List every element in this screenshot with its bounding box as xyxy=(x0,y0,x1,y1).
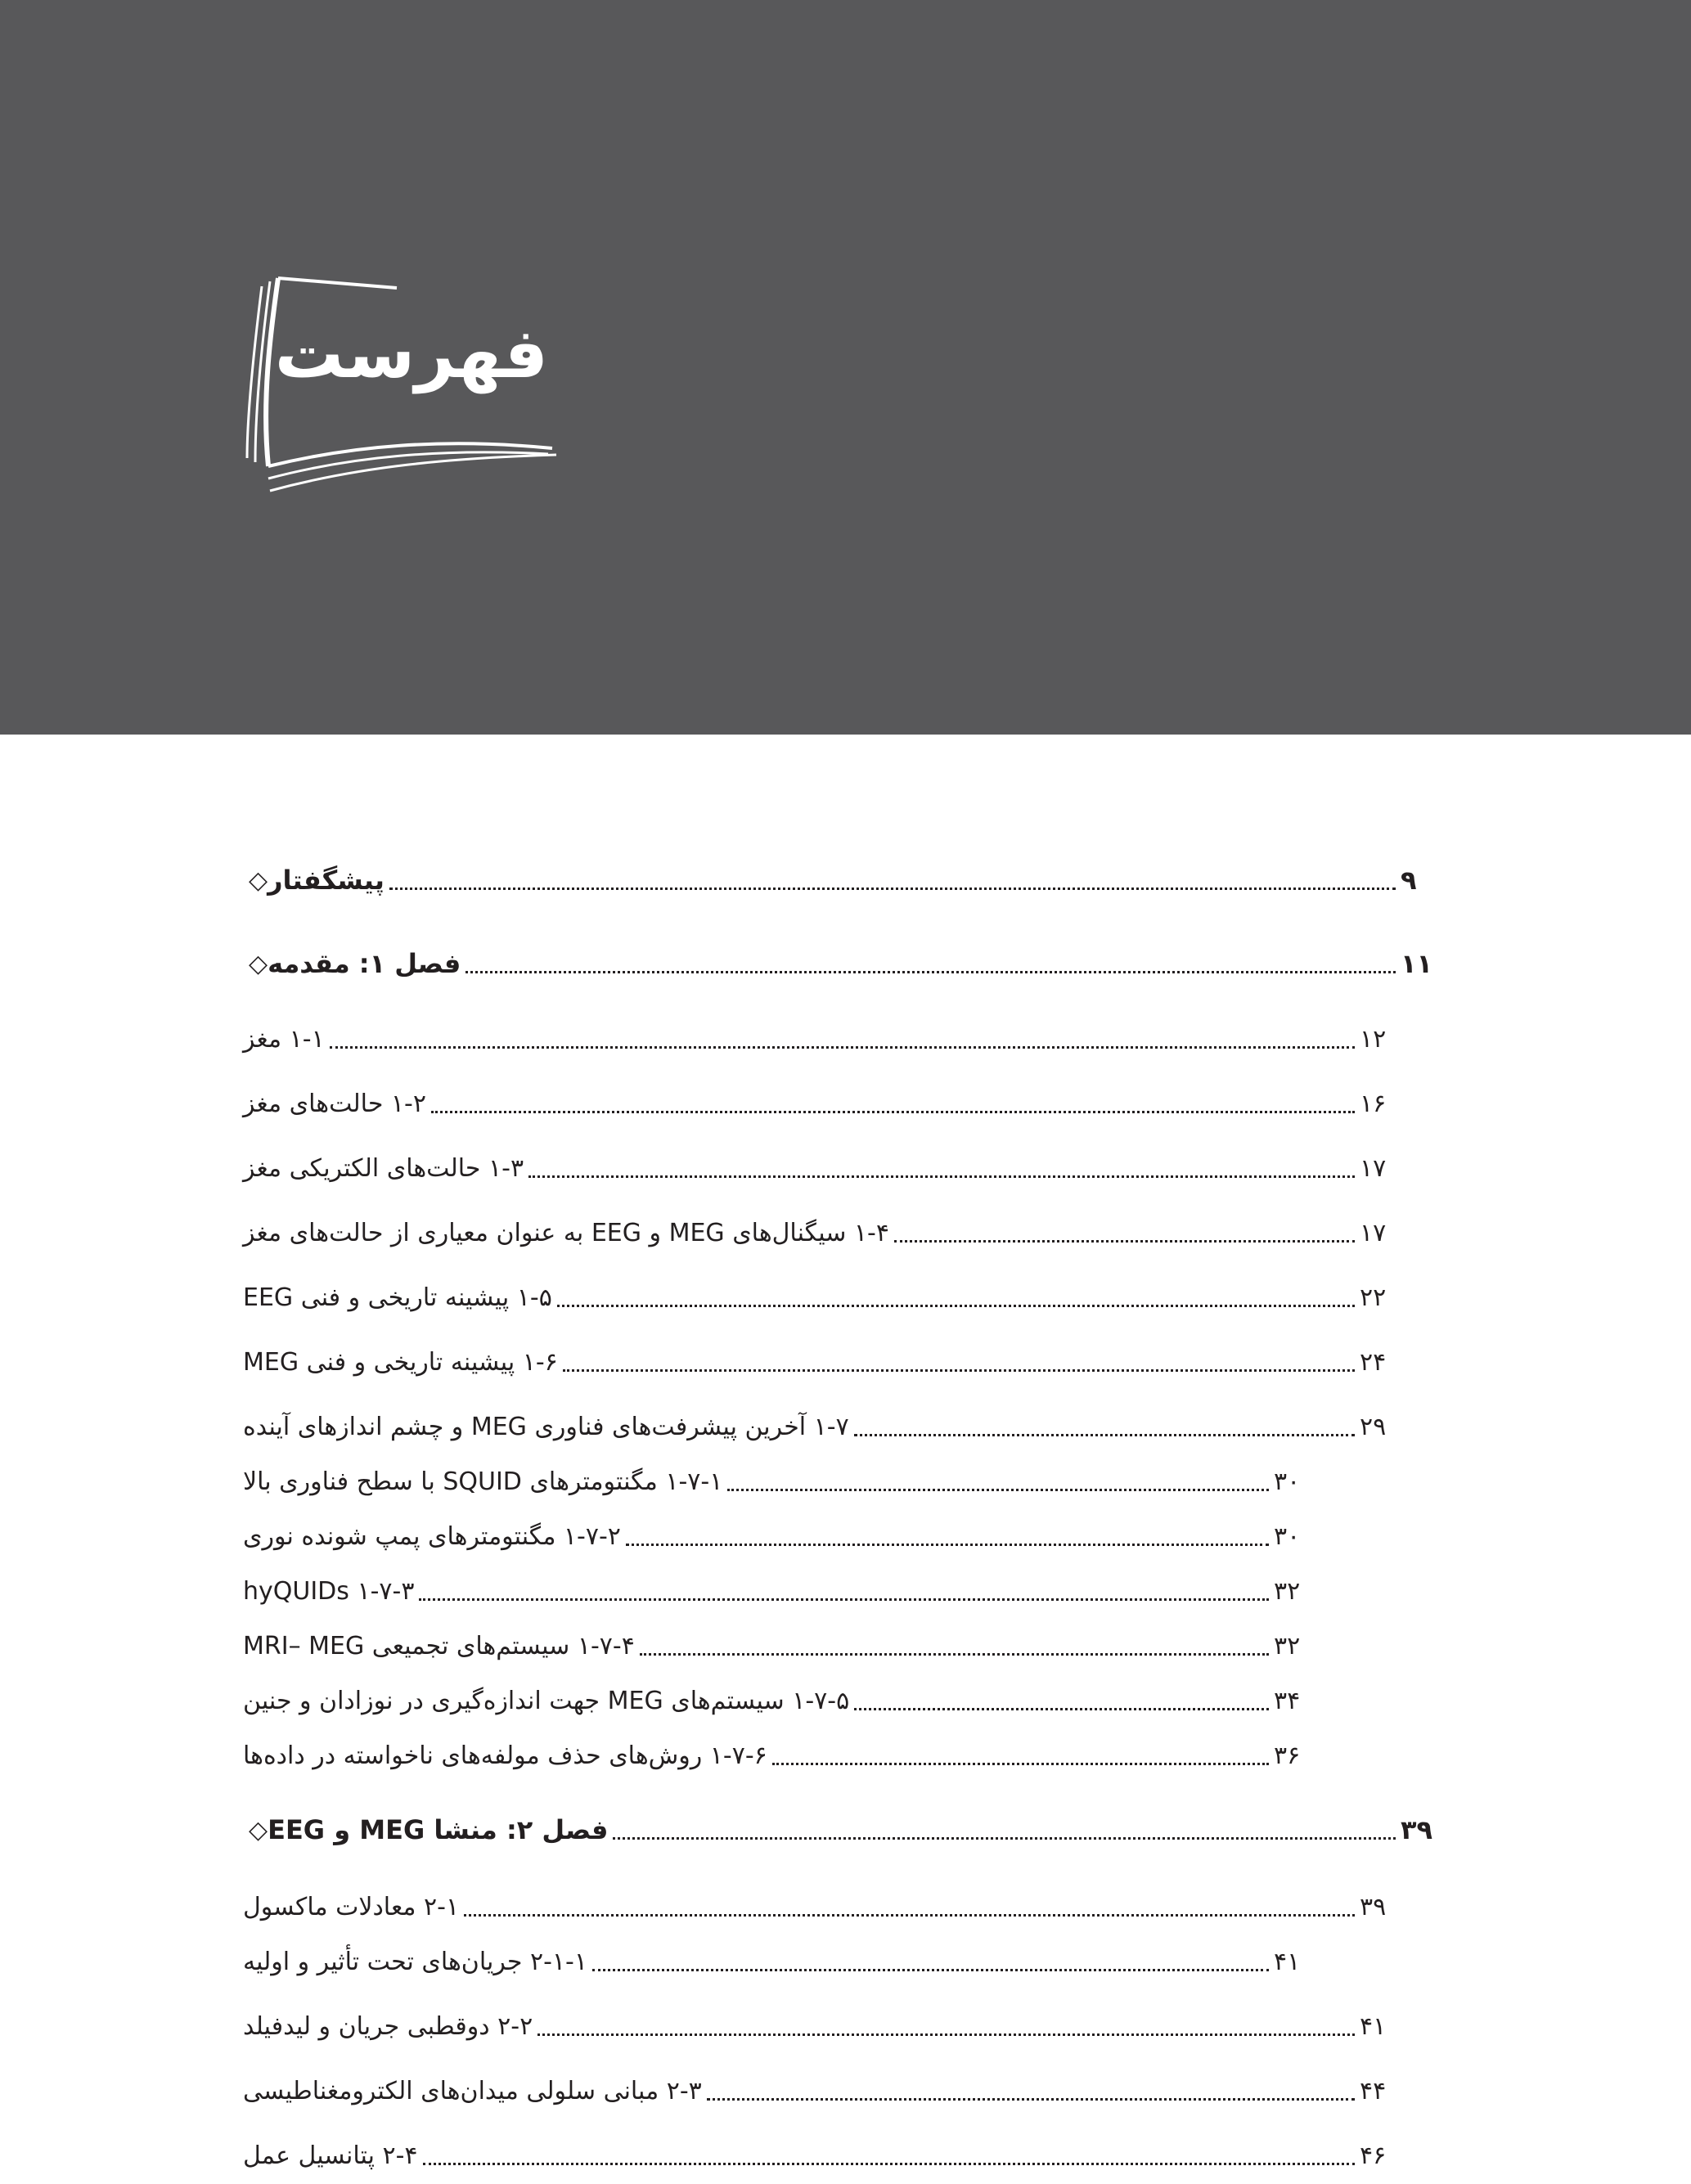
toc-page-number: ۴۴ xyxy=(1360,2077,1387,2105)
toc-page-number: ۱۱ xyxy=(1401,948,1433,979)
toc-entry-title: ۱-۷-۶ روش‌های حذف مولفه‌های ناخواسته در داده‌ها xyxy=(243,1741,767,1770)
toc-page-number: ۴۶ xyxy=(1360,2141,1387,2170)
toc-entry[interactable] xyxy=(239,934,1450,983)
toc-entry[interactable] xyxy=(243,2126,1409,2175)
toc-entry[interactable] xyxy=(243,1074,1409,1123)
toc-entry[interactable] xyxy=(243,1507,1323,1556)
toc-entry[interactable] xyxy=(239,1800,1450,1849)
toc-page-number: ۳۰ xyxy=(1274,1467,1301,1496)
dot-leader xyxy=(563,1369,1355,1372)
dot-leader xyxy=(854,1434,1355,1436)
toc-entry[interactable] xyxy=(243,1562,1323,1611)
toc-entry-title: ۱-۷-۳ hyQUIDs xyxy=(243,1577,415,1606)
toc-entry-title: ۱-۷ آخرین پیشرفت‌های فناوری MEG و چشم اندازهای آینده xyxy=(243,1413,849,1441)
toc-entry[interactable] xyxy=(243,1009,1409,1058)
toc-entry[interactable] xyxy=(243,1452,1323,1501)
dot-leader xyxy=(854,1708,1269,1710)
toc-entry[interactable] xyxy=(243,1671,1323,1720)
toc-page-number: ۳۰ xyxy=(1274,1522,1301,1551)
toc-entry-title: ۱-۳ حالت‌های الکتریکی مغز xyxy=(243,1154,524,1183)
toc-entry[interactable] xyxy=(243,1203,1409,1252)
toc-entry-title: ۲-۱-۱ جریان‌های تحت تأثیر و اولیه xyxy=(243,1948,587,1976)
toc-page-number: ۴۱ xyxy=(1274,1948,1301,1976)
page-title: فهرست xyxy=(274,313,548,393)
toc-entry-title: ۲-۳ مبانی سلولی میدان‌های الکترومغناطیسی xyxy=(243,2077,702,2105)
toc-entry-title: ۱-۷-۱ مگنتومترهای SQUID با سطح فناوری بالا xyxy=(243,1467,723,1496)
toc-page-number: ۳۹ xyxy=(1360,1893,1387,1921)
toc-page-number: ۱۷ xyxy=(1360,1154,1387,1183)
toc-page-number: ۳۶ xyxy=(1274,1741,1301,1770)
dot-leader xyxy=(894,1240,1355,1243)
dot-leader xyxy=(465,971,1396,973)
toc-entry[interactable] xyxy=(243,1726,1323,1775)
toc-entry-title: پیشگفتار xyxy=(268,865,385,896)
toc-entry-title: ۱-۴ سیگنال‌های MEG و EEG به عنوان معیاری از حالت‌های مغز xyxy=(243,1219,889,1247)
dot-leader xyxy=(640,1653,1269,1656)
toc-page-number: ۱۷ xyxy=(1360,1219,1387,1247)
dot-leader xyxy=(557,1305,1355,1307)
diamond-icon: ◇ xyxy=(249,1816,268,1845)
toc-page-number: ۲۲ xyxy=(1360,1283,1387,1312)
dot-leader xyxy=(772,1763,1269,1765)
toc-entry[interactable] xyxy=(243,2061,1409,2110)
toc-entry[interactable] xyxy=(243,1616,1323,1665)
dot-leader xyxy=(626,1544,1269,1546)
toc-page-number: ۳۴ xyxy=(1274,1687,1301,1715)
toc-entry-title: ۱-۲ حالت‌های مغز xyxy=(243,1090,426,1118)
toc-page-number: ۳۹ xyxy=(1401,1814,1433,1845)
dot-leader xyxy=(464,1914,1355,1917)
toc-entry-title: ۱-۵ پیشینه تاریخی و فنی EEG xyxy=(243,1283,552,1312)
toc-page-number: ۳۲ xyxy=(1274,1577,1301,1606)
toc-entry[interactable] xyxy=(243,1932,1323,1981)
toc-page-number: ۱۶ xyxy=(1360,1090,1387,1118)
toc-page-number: ۲۹ xyxy=(1360,1413,1387,1441)
dot-leader xyxy=(707,2098,1355,2101)
toc-entry[interactable] xyxy=(243,1332,1409,1382)
dot-leader xyxy=(423,2163,1355,2165)
dot-leader xyxy=(330,1046,1355,1049)
toc-entry-title: ۱-۱ مغز xyxy=(243,1025,325,1054)
toc-entry[interactable] xyxy=(243,1877,1409,1926)
toc-page-number: ۴۱ xyxy=(1360,2012,1387,2041)
dot-leader xyxy=(537,2033,1355,2036)
toc-entry[interactable] xyxy=(243,1397,1409,1446)
toc-entry[interactable] xyxy=(243,1997,1409,2046)
toc-entry-title: ۲-۱ معادلات ماکسول xyxy=(243,1893,460,1921)
toc-page-number: ۱۲ xyxy=(1360,1025,1387,1054)
dot-leader xyxy=(592,1969,1269,1971)
toc-entry-title: ۱-۷-۴ سیستم‌های تجمیعی MRI– MEG xyxy=(243,1632,635,1660)
toc-page-number: ۲۴ xyxy=(1360,1348,1387,1377)
toc-entry-title: ۱-۷-۲ مگنتومترهای پمپ شونده نوری xyxy=(243,1522,621,1551)
diamond-icon: ◇ xyxy=(249,866,268,895)
toc-entry-title: ۲-۴ پتانسیل عمل xyxy=(243,2141,418,2170)
toc-entry-title: ۲-۲ دوقطبی جریان و لیدفیلد xyxy=(243,2012,533,2041)
toc-entry-title: فصل ۲: منشا MEG و EEG xyxy=(268,1814,609,1845)
dot-leader xyxy=(431,1111,1355,1113)
toc-entry[interactable] xyxy=(243,1139,1409,1188)
dot-leader xyxy=(613,1837,1396,1840)
dot-leader xyxy=(419,1598,1269,1601)
dot-leader xyxy=(727,1489,1269,1491)
toc-entry[interactable] xyxy=(243,1268,1409,1317)
toc-entry-title: فصل ۱: مقدمه xyxy=(268,948,461,979)
toc-entry-title: ۱-۶ پیشینه تاریخی و فنی MEG xyxy=(243,1348,558,1377)
toc-entry[interactable] xyxy=(239,851,1450,900)
dot-leader xyxy=(528,1175,1355,1178)
diamond-icon: ◇ xyxy=(249,950,268,978)
toc-page-number: ۳۲ xyxy=(1274,1632,1301,1660)
toc-entry-title: ۱-۷-۵ سیستم‌های MEG جهت اندازه‌گیری در نوزادان و جنین xyxy=(243,1687,850,1715)
toc-page-number: ۹ xyxy=(1401,865,1417,896)
dot-leader xyxy=(389,888,1396,890)
